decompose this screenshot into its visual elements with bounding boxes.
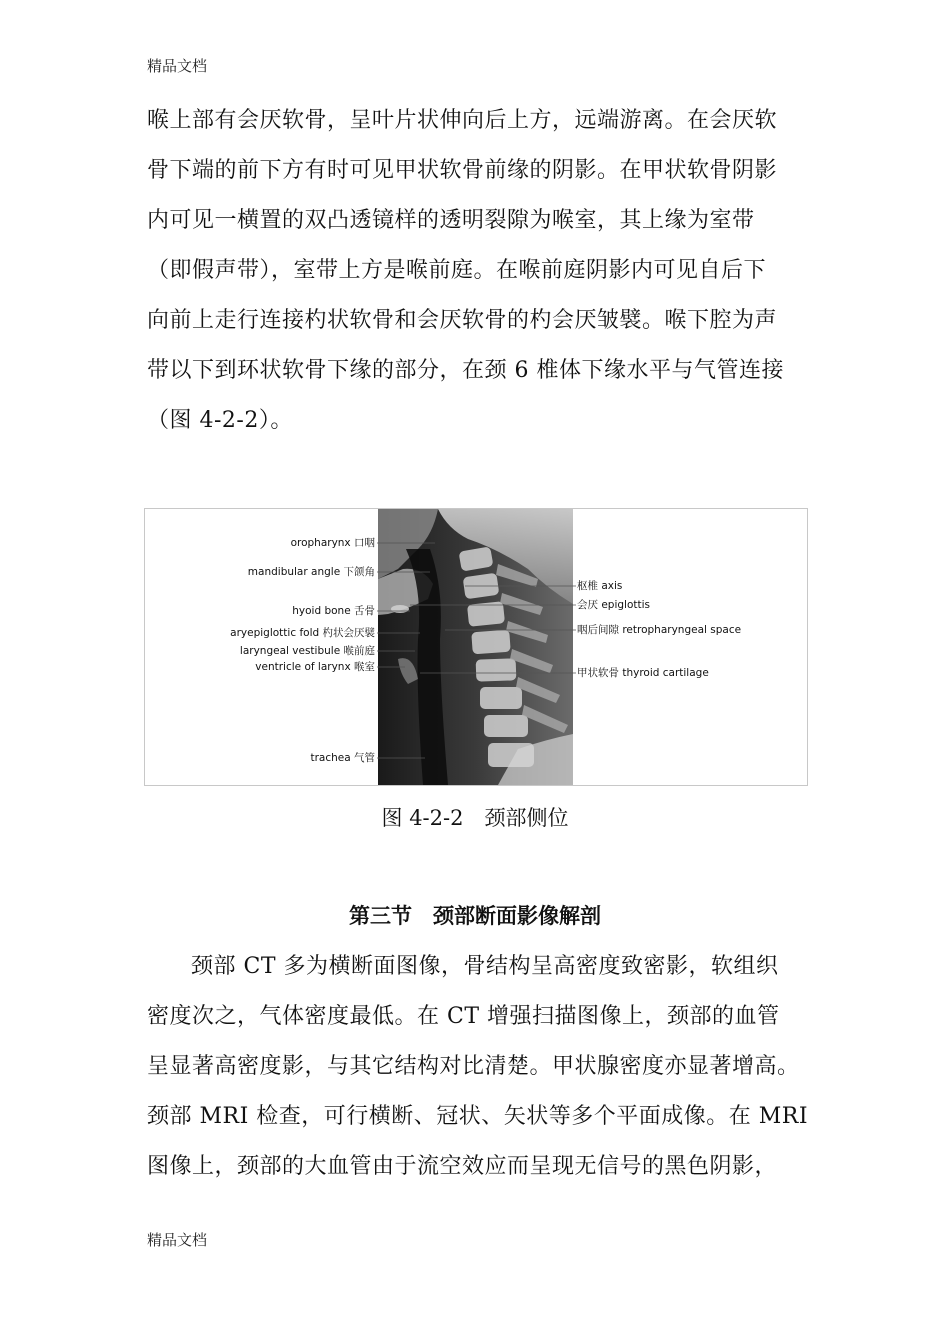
label-laryngeal-vestibule: laryngeal vestibule 喉前庭 (239, 645, 375, 657)
label-ventricle-of-larynx: ventricle of larynx 喉室 (255, 661, 375, 673)
label-trachea: trachea 气管 (310, 752, 375, 764)
text-line: 呈显著高密度影，与其它结构对比清楚。甲状腺密度亦显著增高。 (147, 1054, 800, 1079)
text-line: 喉上部有会厌软骨，呈叶片状伸向后上方，远端游离。在会厌软 (147, 108, 778, 133)
figure-caption: 图 4-2-2 颈部侧位 (381, 806, 569, 830)
label-axis: 枢椎 axis (577, 580, 623, 592)
label-aryepiglottic-fold: aryepiglottic fold 杓状会厌襞 (230, 627, 375, 639)
text-line: 图像上，颈部的大血管由于流空效应而呈现无信号的黑色阴影， (147, 1154, 778, 1179)
text-line: 骨下端的前下方有时可见甲状软骨前缘的阴影。在甲状软骨阴影 (147, 158, 778, 183)
text-line: 内可见一横置的双凸透镜样的透明裂隙为喉室，其上缘为室带 (147, 208, 755, 233)
text-line: 向前上走行连接杓状软骨和会厌软骨的杓会厌皱襞。喉下腔为声 (147, 308, 778, 333)
paragraph-larynx (147, 96, 811, 446)
neck-lateral-xray-figure (144, 508, 808, 786)
page-footer: 精品文档 (147, 1231, 208, 1249)
text-line: （即假声带），室带上方是喉前庭。在喉前庭阴影内可见自后下 (147, 258, 767, 283)
label-thyroid-cartilage: 甲状软骨 thyroid cartilage (577, 667, 709, 679)
paragraph-ct-mri (147, 942, 811, 1192)
label-hyoid-bone: hyoid bone 舌骨 (292, 605, 375, 617)
label-mandibular-angle: mandibular angle 下颌角 (247, 566, 375, 578)
leader-lines (145, 509, 807, 785)
text-line: 密度次之，气体密度最低。在 CT 增强扫描图像上，颈部的血管 (147, 1004, 780, 1029)
text-line: 颈部 CT 多为横断面图像，骨结构呈高密度致密影，软组织 (191, 954, 779, 979)
text-line: 颈部 MRI 检查，可行横断、冠状、矢状等多个平面成像。在 MRI (147, 1104, 809, 1129)
label-retropharyngeal-space: 咽后间隙 retropharyngeal space (577, 624, 742, 636)
text-line: （图 4-2-2）。 (147, 408, 293, 433)
label-oropharynx: oropharynx 口咽 (290, 537, 375, 549)
text-line: 带以下到环状软骨下缘的部分，在颈 6 椎体下缘水平与气管连接 (147, 358, 784, 383)
section-title: 第三节 颈部断面影像解剖 (349, 904, 601, 928)
label-epiglottis: 会厌 epiglottis (577, 599, 651, 611)
page-header: 精品文档 (147, 57, 208, 75)
